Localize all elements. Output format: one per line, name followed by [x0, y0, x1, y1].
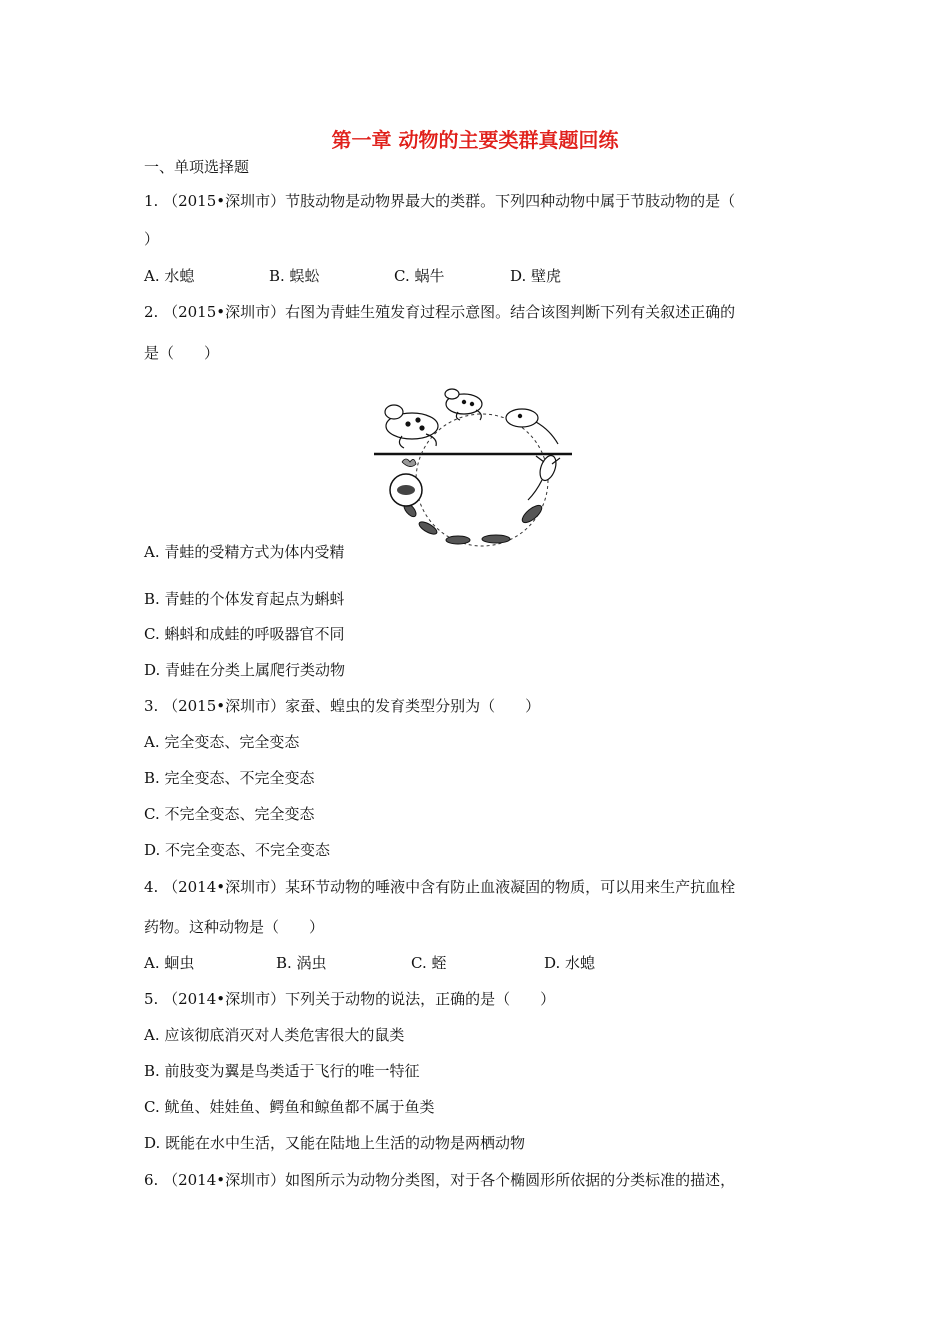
q1-stem-line1: 1. （2015•深圳市）节肢动物是动物界最大的类群。下列四种动物中属于节肢动物的是（	[144, 192, 736, 210]
q2-option-d: D. 青蛙在分类上属爬行类动物	[144, 661, 346, 679]
young-frog-icon	[445, 389, 482, 420]
q4-option-b: B. 涡虫	[276, 954, 327, 972]
q2-option-a: A. 青蛙的受精方式为体内受精	[144, 543, 345, 561]
q1-option-b: B. 蜈蚣	[269, 267, 320, 285]
q1-option-a: A. 水螅	[144, 267, 195, 285]
q4-option-c: C. 蛭	[411, 954, 447, 972]
froglet-with-tail-icon	[506, 409, 558, 444]
tadpole-icon	[402, 501, 545, 544]
q2-option-b: B. 青蛙的个体发育起点为蝌蚪	[144, 590, 345, 608]
frog-lifecycle-figure	[372, 384, 577, 552]
q3-option-a: A. 完全变态、完全变态	[144, 733, 300, 751]
q4-option-d: D. 水螅	[544, 954, 596, 972]
q2-option-c: C. 蝌蚪和成蛙的呼吸器官不同	[144, 625, 345, 643]
q1-option-d: D. 壁虎	[510, 267, 562, 285]
tadpole-with-legs-icon	[528, 453, 560, 500]
q2-stem-line2: 是（ ）	[144, 344, 220, 362]
q5-option-b: B. 前肢变为翼是鸟类适于飞行的唯一特征	[144, 1062, 420, 1080]
q5-option-d: D. 既能在水中生活，又能在陆地上生活的动物是两栖动物	[144, 1134, 526, 1152]
q5-option-a: A. 应该彻底消灭对人类危害很大的鼠类	[144, 1026, 405, 1044]
q4-option-a: A. 蛔虫	[144, 954, 195, 972]
q3-option-c: C. 不完全变态、完全变态	[144, 805, 315, 823]
adult-frog-icon	[385, 405, 438, 448]
q4-stem-line2: 药物。这种动物是（ ）	[144, 918, 325, 936]
q3-option-d: D. 不完全变态、不完全变态	[144, 841, 331, 859]
section-heading: 一、单项选择题	[144, 158, 250, 176]
q3-stem: 3. （2015•深圳市）家蚕、蝗虫的发育类型分别为（ ）	[144, 697, 541, 715]
q3-option-b: B. 完全变态、不完全变态	[144, 769, 315, 787]
egg-mass-icon	[390, 459, 422, 506]
q6-stem: 6. （2014•深圳市）如图所示为动物分类图，对于各个椭圆形所依据的分类标准的描述，	[144, 1171, 736, 1189]
q1-stem-line2: ）	[144, 230, 160, 248]
q1-option-c: C. 蜗牛	[394, 267, 445, 285]
page-title: 第一章 动物的主要类群真题回练	[331, 128, 619, 152]
q5-stem: 5. （2014•深圳市）下列关于动物的说法，正确的是（ ）	[144, 990, 556, 1008]
q4-stem-line1: 4. （2014•深圳市）某环节动物的唾液中含有防止血液凝固的物质，可以用来生产抗血栓	[144, 878, 736, 896]
q5-option-c: C. 鱿鱼、娃娃鱼、鳄鱼和鲸鱼都不属于鱼类	[144, 1098, 435, 1116]
q2-stem-line1: 2. （2015•深圳市）右图为青蛙生殖发育过程示意图。结合该图判断下列有关叙述正确的	[144, 303, 736, 321]
